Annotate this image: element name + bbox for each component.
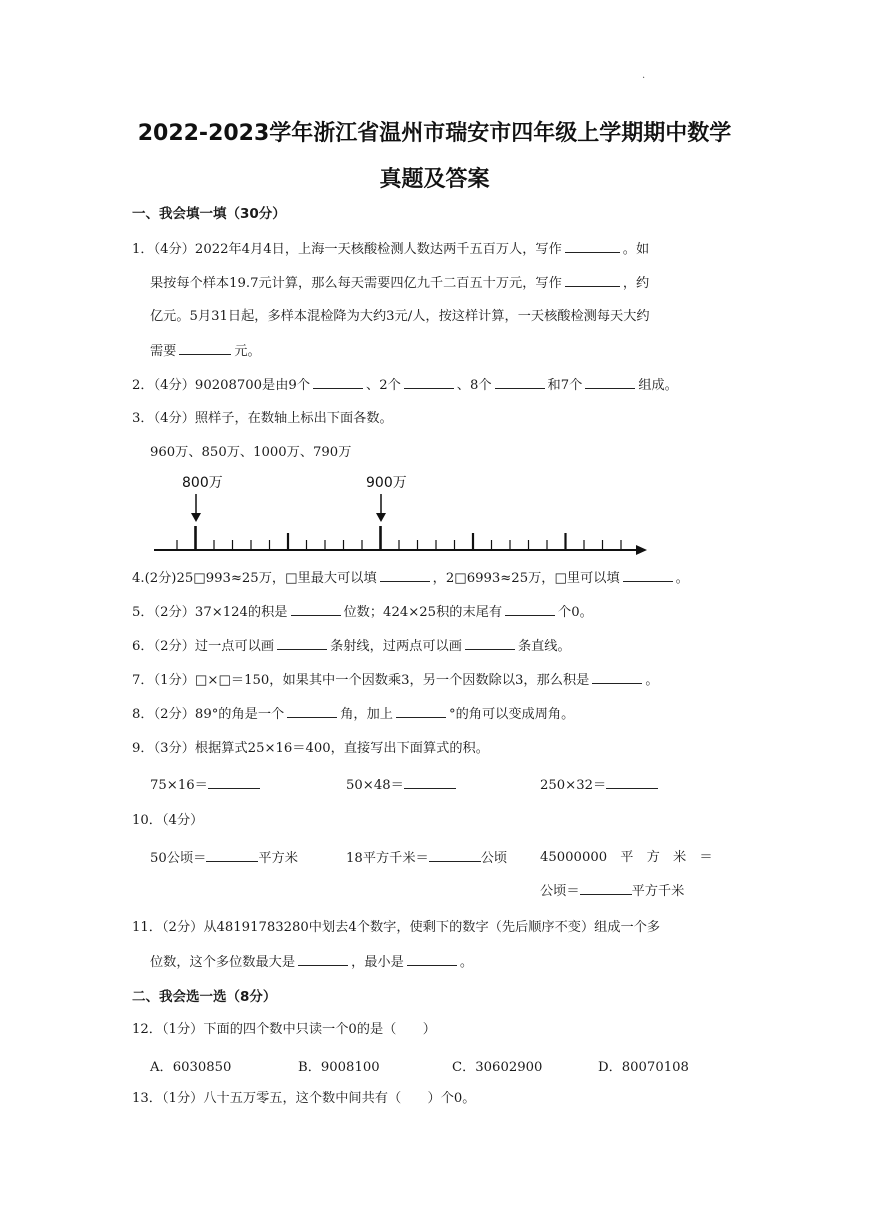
option-c[interactable]: C．30602900	[452, 1060, 543, 1075]
option-d[interactable]: D．80070108	[598, 1060, 689, 1075]
answer-blank[interactable]	[404, 376, 454, 389]
answer-blank[interactable]	[495, 376, 545, 389]
question-1-line-4: 需要 元。	[150, 344, 261, 359]
question-9-expr-1: 75×16＝	[150, 776, 263, 795]
answer-blank[interactable]	[287, 705, 337, 718]
answer-blank[interactable]	[313, 376, 363, 389]
question-10-expr-2: 18平方千米＝ 公顷	[346, 851, 508, 866]
question-9: 9．（3分）根据算式25×16＝400，直接写出下面算式的积。	[132, 741, 489, 756]
answer-blank[interactable]	[404, 776, 456, 789]
question-2: 2．（4分）90208700是由9个 、2个 、8个 和7个 组成。	[132, 378, 678, 393]
answer-blank[interactable]	[407, 953, 457, 966]
answer-blank[interactable]	[380, 569, 430, 582]
page-title-line-2: 真题及答案	[379, 167, 490, 192]
answer-blank[interactable]	[565, 240, 620, 253]
question-10: 10．（4分）	[132, 813, 204, 828]
number-line-figure	[150, 470, 650, 560]
answer-blank[interactable]	[277, 637, 327, 650]
question-10-expr-3a: 45000000 平 方 米 ＝	[540, 850, 713, 865]
answer-blank[interactable]	[206, 849, 258, 862]
question-11-line-1: 11．（2分）从48191783280中划去4个数字，使剩下的数字（先后顺序不变）组成一个多	[132, 920, 661, 935]
question-9-expr-3: 250×32＝	[540, 776, 661, 795]
question-3-numbers: 960万、850万、1000万、790万	[150, 445, 352, 460]
question-8: 8．（2分）89°的角是一个 角，加上 °的角可以变成周角。	[132, 707, 575, 722]
question-3: 3．（4分）照样子，在数轴上标出下面各数。	[132, 411, 393, 426]
question-11-line-2: 位数，这个多位数最大是 ，最小是 。	[150, 955, 473, 970]
page-title-line-1: 2022-2023学年浙江省温州市瑞安市四年级上学期期中数学	[137, 121, 732, 146]
answer-blank[interactable]	[623, 569, 673, 582]
question-1-line-1: 1．（4分）2022年4月4日，上海一天核酸检测人数达两千五百万人，写作 。如	[132, 242, 650, 257]
question-9-expr-2: 50×48＝	[346, 776, 459, 795]
option-b[interactable]: B．9008100	[298, 1060, 380, 1075]
answer-blank[interactable]	[465, 637, 515, 650]
option-a[interactable]: A．6030850	[150, 1060, 232, 1075]
answer-blank[interactable]	[580, 882, 632, 895]
question-5: 5．（2分）37×124的积是 位数；424×25积的末尾有 个0。	[132, 605, 593, 620]
answer-blank[interactable]	[585, 376, 635, 389]
question-1-line-2: 果按每个样本19.7元计算，那么每天需要四亿九千二百五十万元，写作 ，约	[150, 276, 650, 291]
answer-blank[interactable]	[592, 671, 642, 684]
answer-blank[interactable]	[179, 342, 231, 355]
answer-blank[interactable]	[291, 603, 341, 616]
question-13: 13．（1分）八十五万零五，这个数中间共有（ ）个0。	[132, 1091, 476, 1106]
question-12: 12．（1分）下面的四个数中只读一个0的是（ ）	[132, 1022, 436, 1037]
answer-blank[interactable]	[565, 274, 620, 287]
answer-blank[interactable]	[429, 849, 481, 862]
corner-dot: .	[642, 70, 646, 81]
label-900: 900万	[366, 475, 407, 491]
answer-blank[interactable]	[208, 776, 260, 789]
question-10-expr-3b: 公顷＝ 平方千米	[540, 884, 685, 899]
question-4: 4.(2分)25□993≈25万，□里最大可以填 ，2□6993≈25万，□里可以填 。	[132, 571, 689, 586]
question-7: 7．（1分）□×□＝150，如果其中一个因数乘3，另一个因数除以3，那么积是 。	[132, 673, 659, 688]
section-heading-fill: 一、我会填一填（30分）	[132, 206, 286, 222]
question-6: 6．（2分）过一点可以画 条射线，过两点可以画 条直线。	[132, 639, 571, 654]
answer-blank[interactable]	[606, 776, 658, 789]
answer-blank[interactable]	[505, 603, 555, 616]
answer-blank[interactable]	[396, 705, 446, 718]
question-1-line-3: 亿元。5月31日起，多样本混检降为大约3元/人，按这样计算，一天核酸检测每天大约	[150, 309, 650, 324]
answer-blank[interactable]	[298, 953, 348, 966]
section-heading-choice: 二、我会选一选（8分）	[132, 989, 277, 1005]
question-10-expr-1: 50公顷＝ 平方米	[150, 851, 298, 866]
label-800: 800万	[182, 475, 223, 491]
